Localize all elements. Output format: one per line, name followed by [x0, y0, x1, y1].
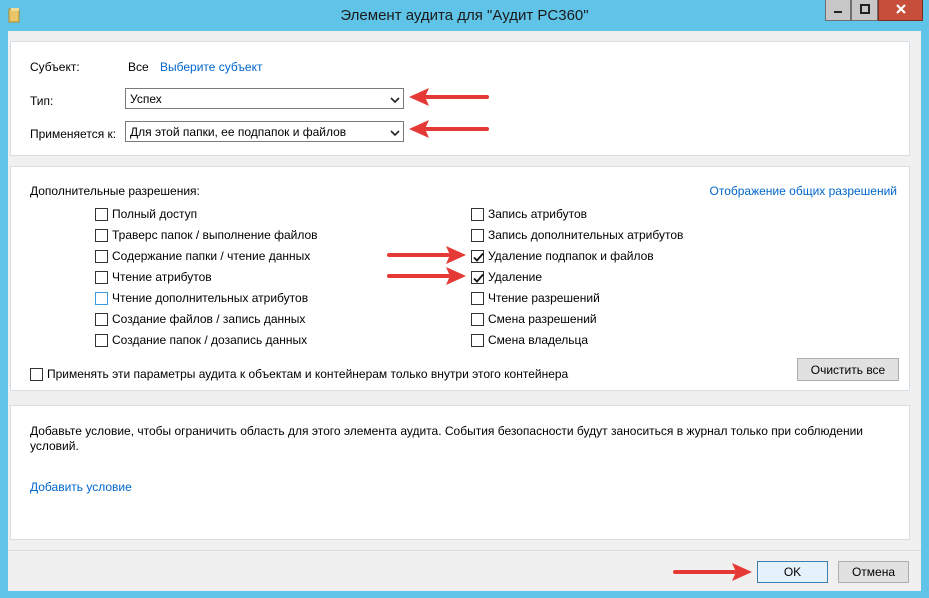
- chevron-down-icon: [390, 127, 400, 137]
- subject-value: Все: [128, 60, 149, 74]
- permission-item[interactable]: [95, 248, 310, 264]
- close-button[interactable]: [878, 0, 923, 21]
- applies-to-select[interactable]: [125, 121, 404, 142]
- subject-label: Субъект:: [30, 60, 80, 74]
- ok-button[interactable]: [757, 561, 828, 583]
- permission-label: Смена разрешений: [488, 312, 597, 326]
- checkbox-unchecked[interactable]: [95, 334, 108, 347]
- dialog-footer: [8, 550, 921, 591]
- permission-item[interactable]: [95, 311, 305, 327]
- permission-item[interactable]: [471, 248, 654, 264]
- dialog-content: [8, 31, 921, 591]
- clear-all-button[interactable]: [797, 358, 899, 381]
- type-label: Тип:: [30, 94, 54, 108]
- checkbox-unchecked[interactable]: [471, 292, 484, 305]
- permission-label: Удаление: [488, 270, 543, 284]
- permission-item[interactable]: [471, 290, 600, 306]
- permission-label: Содержание папки / чтение данных: [112, 249, 311, 263]
- annotation-arrow-applies-to: [405, 117, 490, 141]
- checkbox-unchecked[interactable]: [471, 313, 484, 326]
- permission-label: Создание файлов / запись данных: [112, 312, 306, 326]
- checkbox-unchecked[interactable]: [95, 208, 108, 221]
- checkbox-checked[interactable]: [471, 271, 484, 284]
- permission-item[interactable]: [95, 206, 197, 222]
- annotation-arrow-delete: [386, 264, 471, 288]
- permission-item[interactable]: [95, 332, 307, 348]
- ok-label: OK: [783, 565, 802, 579]
- checkbox-unchecked[interactable]: [471, 208, 484, 221]
- permission-item[interactable]: [471, 206, 587, 222]
- condition-description: Добавьте условие, чтобы ограничить область для этого элемента аудита. События безопасности будут заноситься в журнал только при соблюдении условий.: [30, 424, 863, 453]
- applies-to-select-value: Для этой папки, ее подпапок и файлов: [130, 125, 347, 139]
- select-subject-link[interactable]: Выберите субъект: [160, 60, 263, 74]
- maximize-icon: [860, 3, 870, 17]
- apply-inside-container-checkbox[interactable]: [30, 366, 568, 382]
- checkbox-unchecked[interactable]: [95, 229, 108, 242]
- checkbox-checked[interactable]: [471, 250, 484, 263]
- type-select-value: Успех: [130, 92, 162, 106]
- permission-item[interactable]: [95, 290, 308, 306]
- title-bar[interactable]: [0, 0, 929, 30]
- apply-inside-container-label: Применять эти параметры аудита к объектам и контейнерам только внутри этого контейнера: [47, 367, 569, 381]
- permission-item[interactable]: [471, 332, 588, 348]
- checkbox-unchecked[interactable]: [471, 334, 484, 347]
- permission-label: Запись атрибутов: [488, 207, 588, 221]
- permission-label: Чтение атрибутов: [112, 270, 212, 284]
- permission-label: Создание папок / дозапись данных: [112, 333, 308, 347]
- cancel-label: Отмена: [851, 565, 896, 579]
- minimize-icon: [833, 3, 843, 17]
- permission-label: Чтение дополнительных атрибутов: [112, 291, 309, 305]
- checkbox-unchecked[interactable]: [95, 292, 108, 305]
- permission-label: Чтение разрешений: [488, 291, 600, 305]
- annotation-arrow-ok: [672, 560, 757, 584]
- permission-label: Удаление подпапок и файлов: [488, 249, 654, 263]
- clear-all-label: Очистить все: [810, 362, 886, 377]
- permission-item[interactable]: [471, 311, 597, 327]
- checkmark-icon: [472, 272, 485, 285]
- chevron-down-icon: [390, 94, 400, 104]
- add-condition-link[interactable]: Добавить условие: [30, 480, 132, 494]
- permissions-heading: Дополнительные разрешения:: [30, 184, 200, 198]
- annotation-arrow-type: [405, 85, 490, 109]
- permission-label: Запись дополнительных атрибутов: [488, 228, 684, 242]
- minimize-button[interactable]: [825, 0, 851, 21]
- checkbox-unchecked[interactable]: [95, 250, 108, 263]
- permission-label: Полный доступ: [112, 207, 198, 221]
- show-basic-permissions-link[interactable]: Отображение общих разрешений: [709, 184, 897, 198]
- maximize-button[interactable]: [851, 0, 878, 21]
- condition-group: [10, 405, 910, 540]
- applies-to-label: Применяется к:: [30, 127, 117, 141]
- type-select[interactable]: [125, 88, 404, 109]
- checkbox-box[interactable]: [30, 368, 43, 381]
- checkmark-icon: [472, 251, 485, 264]
- checkbox-unchecked[interactable]: [95, 271, 108, 284]
- window-title: Элемент аудита для "Аудит PC360": [340, 7, 589, 24]
- permission-label: Траверс папок / выполнение файлов: [112, 228, 318, 242]
- permission-item[interactable]: [471, 227, 683, 243]
- permission-item[interactable]: [95, 227, 318, 243]
- permission-item[interactable]: [95, 269, 212, 285]
- permission-label: Смена владельца: [488, 333, 589, 347]
- close-icon: [895, 3, 907, 18]
- checkbox-unchecked[interactable]: [95, 313, 108, 326]
- checkbox-unchecked[interactable]: [471, 229, 484, 242]
- cancel-button[interactable]: [838, 561, 909, 583]
- permission-item[interactable]: [471, 269, 542, 285]
